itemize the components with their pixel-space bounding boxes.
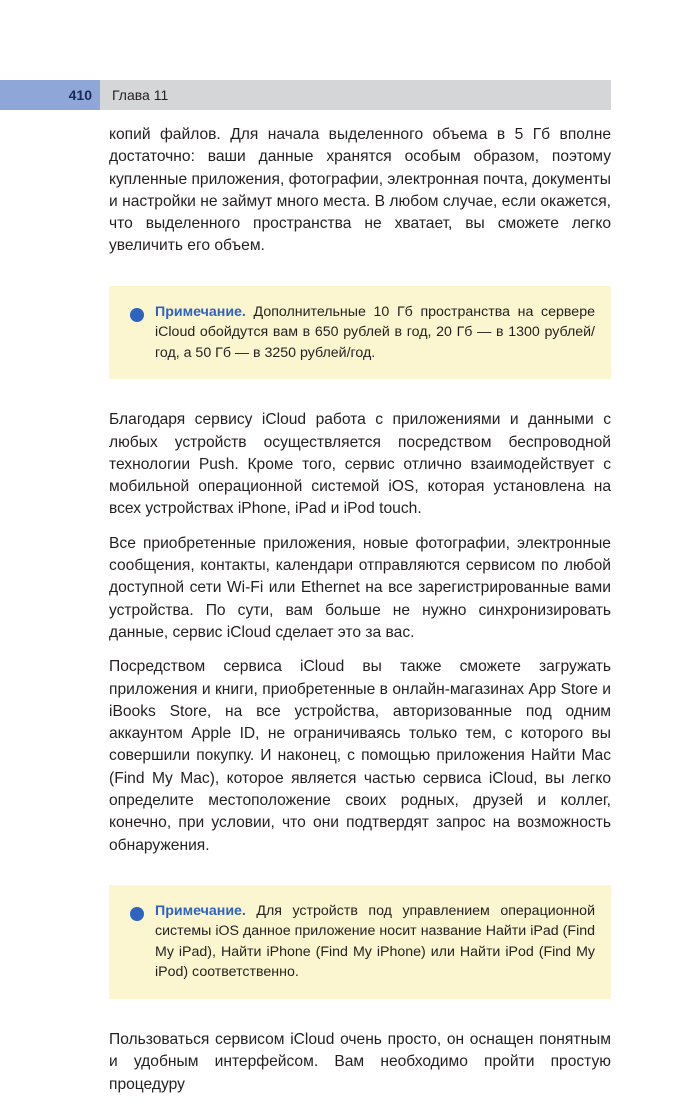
paragraph-2: Благодаря сервису iCloud работа с приложениями и данными с любых устройств осуществляется посредством беспроводной технологии Push. Кроме того, сервис отлично взаимодействует с мобильной операционной системой iOS, которая установлена на всех устройствах iPhone, iPad и iPod touch. xyxy=(109,411,611,518)
paragraph-4: Посредством сервиса iCloud вы также сможете загружать приложения и книги, приобретенные в онлайн-магазинах App Store и iBooks Store, на все устройства, авторизованные под одним аккаунтом Apple ID, не ограничиваясь только тем, с которого вы совершили покупку. И наконец, с помощью приложения Найти Mac (Find My Mac), которое является частью сервиса iCloud, вы легко определите местоположение своих родных, друзей и коллег, конечно, при условии, что они подтвердят запрос на возможность обнаружения. xyxy=(109,658,611,854)
paragraph-3: Все приобретенные приложения, новые фотографии, электронные сообщения, контакты, календари отправляются сервисом по любой доступной сети Wi-Fi или Ethernet на все зарегистрированные вами устройства. По сути, вам больше не нужно синхронизировать данные, сервис iCloud сделает это за вас. xyxy=(109,534,611,641)
chapter-title: Глава 11 xyxy=(100,80,611,110)
note-2-label: Примечание. xyxy=(155,902,246,919)
note-1-label: Примечание. xyxy=(155,303,246,320)
note-1-text-block xyxy=(155,302,595,364)
note-2-text-block xyxy=(155,901,595,983)
paragraph-1: копий файлов. Для начала выделенного объема в 5 Гб вполне достаточно: ваши данные хранятся особым образом, поэтому купленные приложения, фотографии, электронная почта, документы и настройки не займут много места. В любом случае, если окажется, что выделенного пространства не хватает, вы сможете легко увеличить его объем. xyxy=(109,126,611,255)
note-box-1 xyxy=(109,286,611,380)
note-box-2 xyxy=(109,885,611,999)
running-header xyxy=(0,80,611,110)
note-2-text: Для устройств под управлением операционной системы iOS данное приложение носит название Найти iPad (Find My iPad), Найти iPhone (Find My iPhone) или Найти iPod (Find My iPod) соответственно. xyxy=(155,902,595,981)
page-body xyxy=(109,124,611,1108)
note-bullet-icon xyxy=(130,907,144,921)
note-bullet-icon xyxy=(130,308,144,322)
note-1-text: Дополнительные 10 Гб пространства на сервере iCloud обойдутся вам в 650 рублей в год, 20 Гб — в 1300 рублей/год, а 50 Гб — в 3250 рублей/год. xyxy=(155,303,595,361)
page-number: 410 xyxy=(0,80,100,110)
paragraph-5: Пользоваться сервисом iCloud очень просто, он оснащен понятным и удобным интерфейсом. Вам необходимо пройти простую процедуру xyxy=(109,1030,611,1093)
